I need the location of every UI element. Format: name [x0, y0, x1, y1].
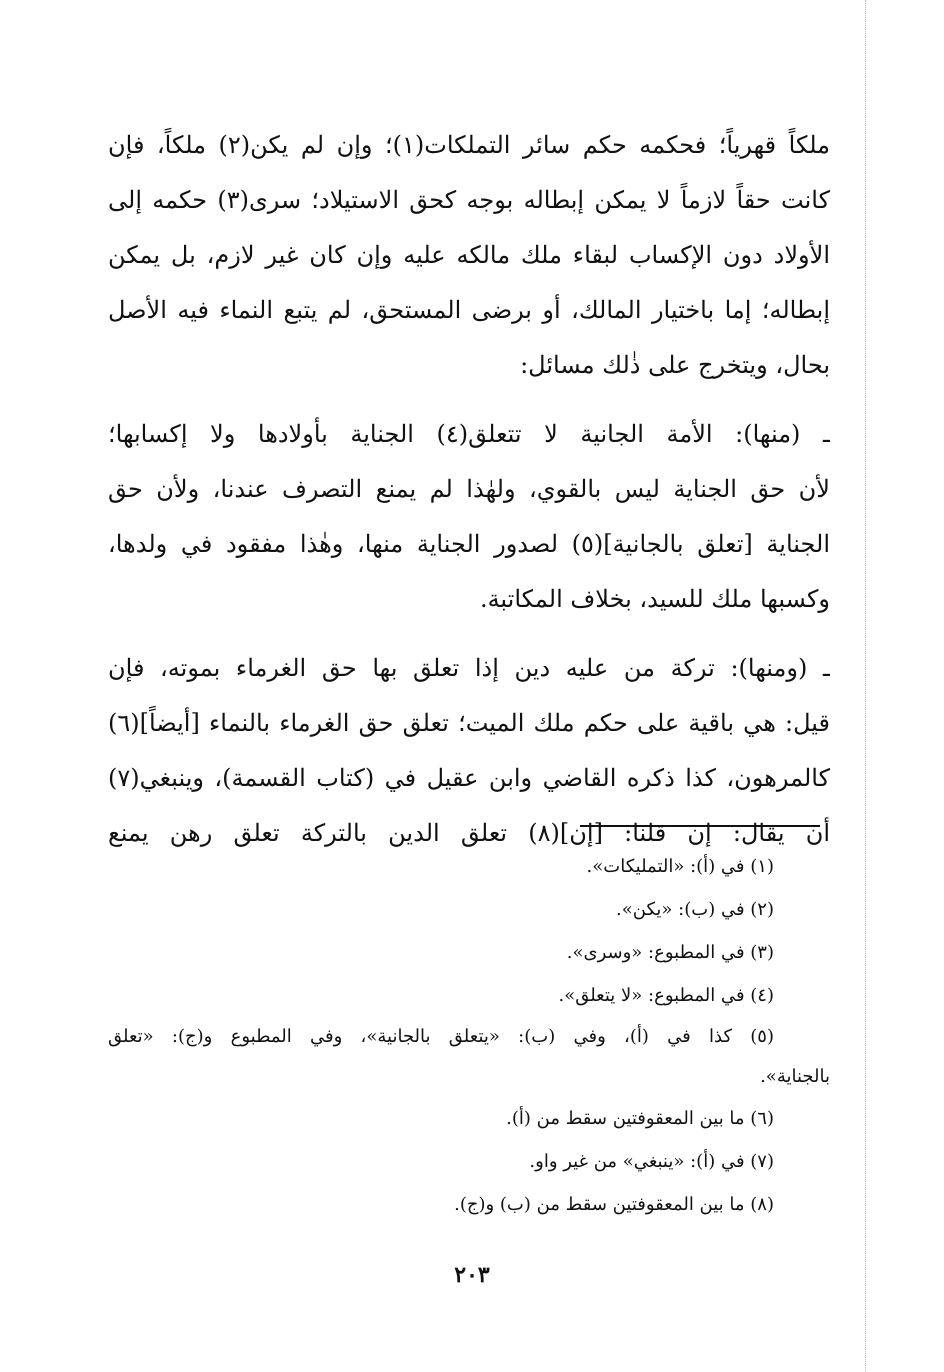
footnotes — [108, 845, 830, 1226]
text-line: كالمرهون، كذا ذكره القاضي وابن عقيل في (كتاب القسمة)، وينبغي(٧) — [108, 764, 830, 792]
footnote-separator — [580, 825, 820, 827]
paragraph-1 — [108, 118, 830, 393]
text-line: ـ (ومنها): تركة من عليه دين إذا تعلق بها حق الغرماء بموته، فإن — [108, 654, 830, 682]
text-line: الجناية [تعلق بالجانية](٥) لصدور الجناية منها، وهٰذا مفقود في ولدها، — [108, 530, 830, 558]
text-line: لأن حق الجناية ليس بالقوي، ولهٰذا لم يمنع التصرف عندنا، ولأن حق — [108, 475, 830, 503]
page-number: ٢٠٣ — [454, 1262, 490, 1288]
footnote-4: (٤) في المطبوع: «لا يتعلق». — [558, 985, 774, 1006]
footnote-7: (٧) في (أ): «ينبغي» من غير واو. — [529, 1151, 774, 1172]
text-line: إبطاله؛ إما باختيار المالك، أو برضى المستحق، لم يتبع النماء فيه الأصل — [108, 296, 830, 324]
footnote-1: (١) في (أ): «التمليكات». — [586, 856, 774, 877]
text-line: كانت حقاً لازماً لا يمكن إبطاله بوجه كحق الاستيلاد؛ سرى(٣) حكمه إلى — [108, 186, 830, 214]
text-line: ـ (منها): الأمة الجانية لا تتعلق(٤) الجناية بأولادها ولا إكسابها؛ — [108, 420, 830, 448]
paragraph-2 — [108, 407, 830, 627]
footnote-6: (٦) ما بين المعقوفتين سقط من (أ). — [506, 1108, 774, 1129]
footnote-8: (٨) ما بين المعقوفتين سقط من (ب) و(ج). — [454, 1194, 774, 1215]
text-line: الأولاد دون الإكساب لبقاء ملك مالكه عليه وإن كان غير لازم، بل يمكن — [108, 241, 830, 269]
footnote-3: (٣) في المطبوع: «وسرى». — [566, 942, 774, 963]
text-line: قيل: هي باقية على حكم ملك الميت؛ تعلق حق الغرماء بالنماء [أيضاً](٦) — [108, 709, 830, 737]
text-line: وكسبها ملك للسيد، بخلاف المكاتبة. — [479, 585, 830, 613]
text-line: ملكاً قهرياً؛ فحكمه حكم سائر التملكات(١)؛ وإن لم يكن(٢) ملكاً، فإن — [108, 131, 830, 159]
paragraph-3 — [108, 641, 830, 861]
footnote-2: (٢) في (ب): «يكن». — [616, 899, 774, 920]
paragraph-gap — [108, 627, 830, 641]
text-line: أن يقال: إن قلنا: [إن](٨) تعلق الدين بالتركة تعلق رهن يمنع — [108, 819, 830, 847]
paragraph-gap — [108, 393, 830, 407]
main-text — [108, 118, 830, 861]
page-edge-dotted-line — [865, 0, 866, 1372]
text-line: بحال، ويتخرج على ذٰلك مسائل: — [520, 351, 830, 379]
footnote-5: (٥) كذا في (أ)، وفي (ب): «يتعلق بالجانية»، وفي المطبوع و(ج): «تعلق — [108, 1026, 774, 1047]
footnote-5-continuation: بالجناية». — [760, 1066, 830, 1087]
